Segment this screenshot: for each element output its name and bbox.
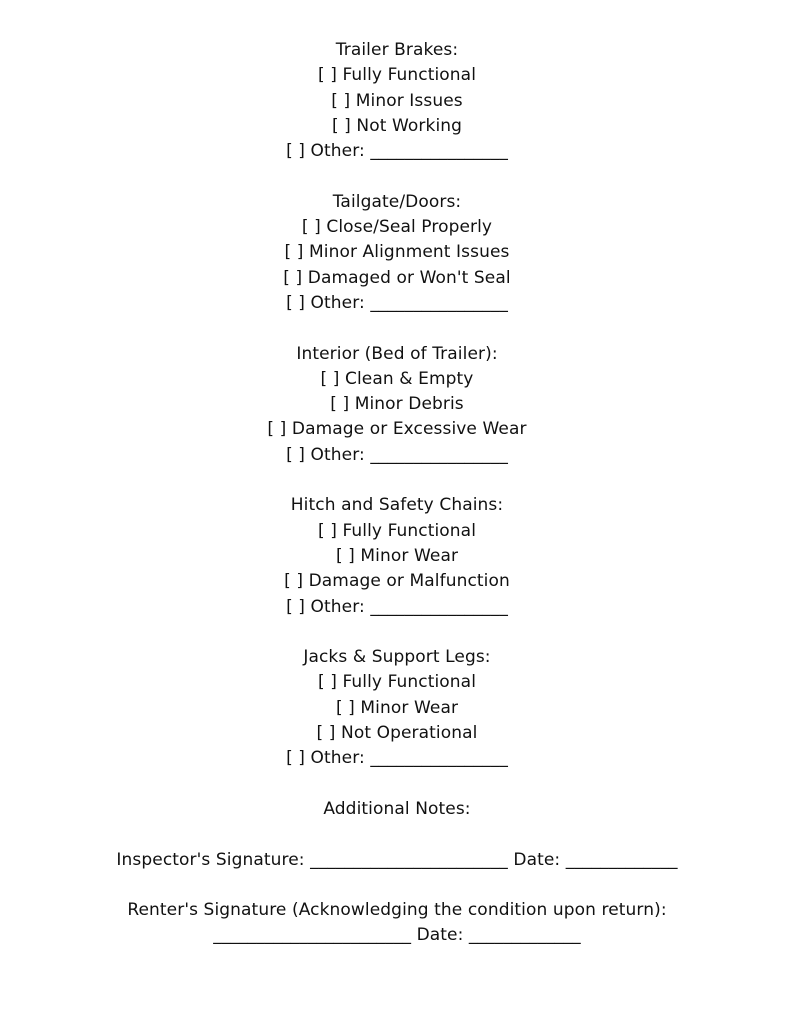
other-field[interactable]: [ ] Other: ________________ — [286, 596, 508, 617]
section-jacks-support-legs — [0, 645, 794, 771]
section-hitch-safety-chains — [0, 493, 794, 619]
checkbox-option[interactable]: [ ] Fully Functional — [317, 672, 477, 693]
checkbox-option[interactable]: [ ] Fully Functional — [317, 520, 477, 541]
other-field[interactable]: [ ] Other: ________________ — [286, 748, 508, 769]
renter-signature-block — [0, 898, 794, 949]
section-title: Tailgate/Doors: — [332, 191, 462, 212]
checkbox-option[interactable]: [ ] Damage or Malfunction — [284, 571, 510, 592]
checkbox-option[interactable]: [ ] Minor Issues — [331, 90, 463, 111]
other-field[interactable]: [ ] Other: ________________ — [286, 444, 508, 465]
checkbox-option[interactable]: [ ] Close/Seal Properly — [301, 217, 493, 238]
checkbox-option[interactable]: [ ] Fully Functional — [317, 65, 477, 86]
other-field[interactable]: [ ] Other: ________________ — [286, 141, 508, 162]
form-content — [0, 38, 794, 949]
checkbox-option[interactable]: [ ] Minor Wear — [335, 545, 459, 566]
checkbox-option[interactable]: [ ] Clean & Empty — [320, 368, 474, 389]
renter-signature-heading: Renter's Signature (Acknowledging the condition upon return): — [127, 900, 667, 921]
other-field[interactable]: [ ] Other: ________________ — [286, 292, 508, 313]
section-trailer-brakes — [0, 38, 794, 164]
section-tailgate-doors — [0, 190, 794, 316]
section-title: Interior (Bed of Trailer): — [296, 343, 498, 364]
section-title: Trailer Brakes: — [335, 40, 459, 60]
additional-notes-label: Additional Notes: — [323, 798, 471, 819]
checkbox-option[interactable]: [ ] Not Working — [331, 115, 463, 136]
checkbox-option[interactable]: [ ] Not Operational — [316, 723, 478, 744]
checkbox-option[interactable]: [ ] Minor Alignment Issues — [284, 242, 510, 263]
section-interior — [0, 342, 794, 468]
section-title: Jacks & Support Legs: — [303, 647, 491, 668]
checkbox-option[interactable]: [ ] Damaged or Won't Seal — [283, 267, 511, 288]
checkbox-option[interactable]: [ ] Minor Wear — [335, 697, 459, 718]
renter-signature-line[interactable]: _______________________ Date: _____________ — [213, 925, 581, 946]
inspector-signature-line[interactable]: Inspector's Signature: _______________________ Date: _____________ — [116, 849, 678, 870]
checkbox-option[interactable]: [ ] Damage or Excessive Wear — [267, 419, 527, 440]
checkbox-option[interactable]: [ ] Minor Debris — [330, 394, 464, 415]
section-title: Hitch and Safety Chains: — [290, 495, 504, 516]
